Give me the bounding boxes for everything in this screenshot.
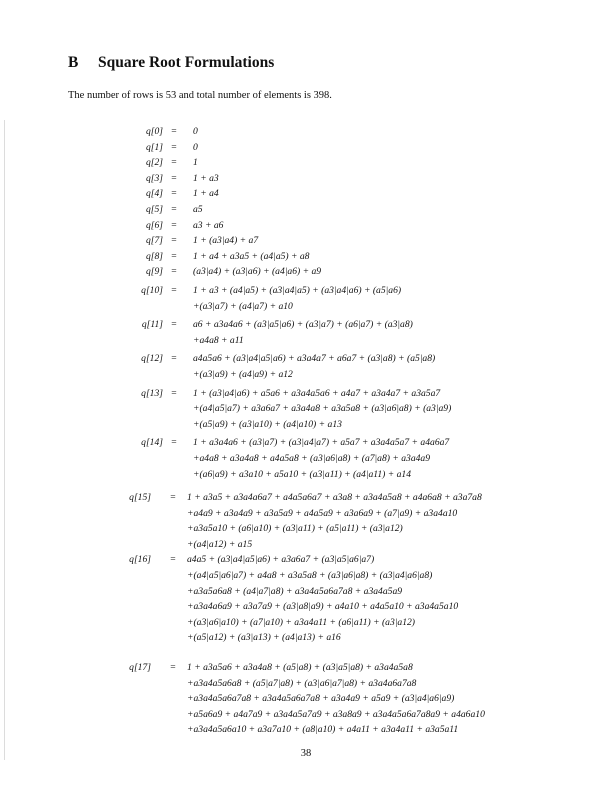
- equation-lhs: q[14]: [141, 437, 163, 449]
- equals-sign: =: [171, 250, 177, 262]
- equals-sign: =: [170, 662, 176, 673]
- section-heading: [68, 54, 274, 72]
- equation-lhs: q[2]: [145, 157, 163, 169]
- equation-rhs-line: 1 + a4: [193, 188, 219, 200]
- equals-sign: =: [171, 172, 177, 184]
- equation-lhs: q[3]: [145, 172, 163, 184]
- equation-rhs-line: +(a4|a12) + a15: [187, 538, 253, 550]
- equation-rhs-line: +(a4|a5|a7) + a3a6a7 + a3a4a8 + a3a5a8 + (a3|a6|a8) + (a3|a9): [193, 403, 452, 415]
- equation-lhs: q[8]: [145, 250, 163, 262]
- equation-rhs-line: 0: [193, 126, 198, 137]
- equation-rhs-line: +(a3|a9) + (a4|a9) + a12: [193, 369, 293, 380]
- equals-sign: =: [171, 141, 177, 153]
- equation-rhs-line: +a3a5a10 + (a6|a10) + (a3|a11) + (a5|a11) + (a3|a12): [187, 523, 403, 535]
- page-number: 38: [300, 748, 312, 759]
- equation-rhs-line: +(a5|a12) + (a3|a13) + (a4|a13) + a16: [187, 632, 341, 644]
- equation-rhs-line: +(a5|a9) + (a3|a10) + (a4|a10) + a13: [193, 418, 342, 430]
- equation-rhs-line: +(a4|a5|a6|a7) + a4a8 + a3a5a8 + (a3|a6|a8) + (a3|a4|a6|a8): [187, 570, 433, 581]
- equals-sign: =: [171, 387, 177, 399]
- equation-lhs: q[16]: [129, 554, 151, 566]
- equation-rhs-line: +a3a4a6a9 + a3a7a9 + (a3|a8|a9) + a4a10 + a4a5a10 + a3a4a5a10: [187, 601, 459, 613]
- equals-sign: =: [171, 204, 177, 215]
- equation-lhs: q[17]: [129, 662, 151, 673]
- equation-rhs-line: 1 + a3a4a6 + (a3|a7) + (a3|a4|a7) + a5a7 + a3a4a5a7 + a4a6a7: [193, 437, 450, 449]
- equation-rhs-line: +a4a9 + a3a4a9 + a3a5a9 + a4a5a9 + a3a6a9 + (a7|a9) + a3a4a10: [187, 507, 458, 519]
- equation-lhs: q[5]: [145, 204, 163, 215]
- section-number: B: [68, 54, 79, 71]
- equation-rhs-line: +a4a8 + a11: [193, 334, 244, 346]
- equation-lhs: q[12]: [141, 353, 163, 365]
- equation-lhs: q[6]: [145, 219, 163, 231]
- equation-rhs-line: a6 + a3a4a6 + (a3|a5|a6) + (a3|a7) + (a6|a7) + (a3|a8): [193, 319, 413, 331]
- equals-sign: =: [171, 353, 177, 365]
- equation-lhs: q[15]: [129, 492, 151, 503]
- equals-sign: =: [171, 157, 177, 169]
- equation-lhs: q[7]: [145, 235, 163, 247]
- equation-rhs-line: a5: [193, 204, 203, 215]
- equation-rhs-line: 1 + a3a5 + a3a4a6a7 + a4a5a6a7 + a3a8 + a3a4a5a8 + a4a6a8 + a3a7a8: [187, 492, 482, 503]
- equation-rhs-line: +a5a6a9 + a4a7a9 + a3a4a5a7a9 + a3a8a9 + a3a4a5a6a7a8a9 + a4a6a10: [187, 708, 485, 720]
- equals-sign: =: [171, 266, 177, 278]
- equals-sign: =: [171, 219, 177, 231]
- equation-lhs: q[10]: [141, 285, 163, 296]
- equation-rhs-line: 0: [193, 141, 198, 153]
- equation-rhs-line: +(a3|a7) + (a4|a7) + a10: [193, 300, 293, 312]
- equation-rhs-line: +(a3|a6|a10) + (a7|a10) + a3a4a11 + (a6|a11) + (a3|a12): [187, 616, 415, 628]
- equals-sign: =: [171, 126, 177, 137]
- equals-sign: =: [171, 285, 177, 296]
- equation-rhs-line: +a3a5a6a8 + (a4|a7|a8) + a3a4a5a6a7a8 + a3a4a5a9: [187, 585, 403, 597]
- equals-sign: =: [171, 319, 177, 331]
- equals-sign: =: [170, 554, 176, 566]
- equation-lhs: q[9]: [145, 266, 163, 278]
- equation-rhs-line: a4a5 + (a3|a4|a5|a6) + a3a6a7 + (a3|a5|a6|a7): [187, 554, 375, 566]
- equation-rhs-line: +a3a4a5a6a10 + a3a7a10 + (a8|a10) + a4a11 + a3a4a11 + a3a5a11: [187, 724, 459, 736]
- equation-lhs: q[1]: [145, 141, 163, 153]
- equation-lhs: q[4]: [145, 188, 163, 200]
- equation-rhs-line: (a3|a4) + (a3|a6) + (a4|a6) + a9: [193, 266, 322, 278]
- equals-sign: =: [171, 437, 177, 449]
- equation-rhs-line: 1 + a3a5a6 + a3a4a8 + (a5|a8) + (a3|a5|a8) + a3a4a5a8: [187, 662, 413, 673]
- equals-sign: =: [171, 235, 177, 247]
- equation-rhs-line: +a4a8 + a3a4a8 + a4a5a8 + (a3|a6|a8) + (a7|a8) + a3a4a9: [193, 453, 431, 464]
- equation-rhs-line: a4a5a6 + (a3|a4|a5|a6) + a3a4a7 + a6a7 + (a3|a8) + (a5|a8): [193, 353, 436, 365]
- equation-rhs-line: a3 + a6: [193, 219, 224, 231]
- equation-rhs-line: 1 + a3: [193, 172, 219, 184]
- equals-sign: =: [170, 492, 176, 503]
- equals-sign: =: [171, 188, 177, 200]
- equation-lhs: q[13]: [141, 387, 163, 399]
- equation-rhs-line: 1 + (a3|a4) + a7: [193, 235, 259, 247]
- equation-rhs-line: +(a6|a9) + a3a10 + a5a10 + (a3|a11) + (a4|a11) + a14: [193, 468, 411, 480]
- equation-rhs-line: 1 + a4 + a3a5 + (a4|a5) + a8: [193, 250, 310, 262]
- equation-rhs-line: 1 + a3 + (a4|a5) + (a3|a4|a5) + (a3|a4|a6) + (a5|a6): [193, 285, 402, 296]
- equation-rhs-line: +a3a4a5a6a8 + (a5|a7|a8) + (a3|a6|a7|a8) + a3a4a6a7a8: [187, 677, 417, 689]
- equation-rhs-line: +a3a4a5a6a7a8 + a3a4a5a6a7a8 + a3a4a9 + a5a9 + (a3|a4|a6|a9): [187, 693, 455, 705]
- section-title: Square Root Formulations: [98, 54, 275, 71]
- equation-rhs-line: 1 + (a3|a4|a6) + a5a6 + a3a4a5a6 + a4a7 + a3a4a7 + a3a5a7: [193, 387, 441, 399]
- intro-paragraph: The number of rows is 53 and total number of elements is 398.: [68, 90, 332, 101]
- equation-lhs: q[0]: [145, 126, 163, 137]
- equation-rhs-line: 1: [193, 157, 198, 169]
- equation-lhs: q[11]: [141, 319, 163, 331]
